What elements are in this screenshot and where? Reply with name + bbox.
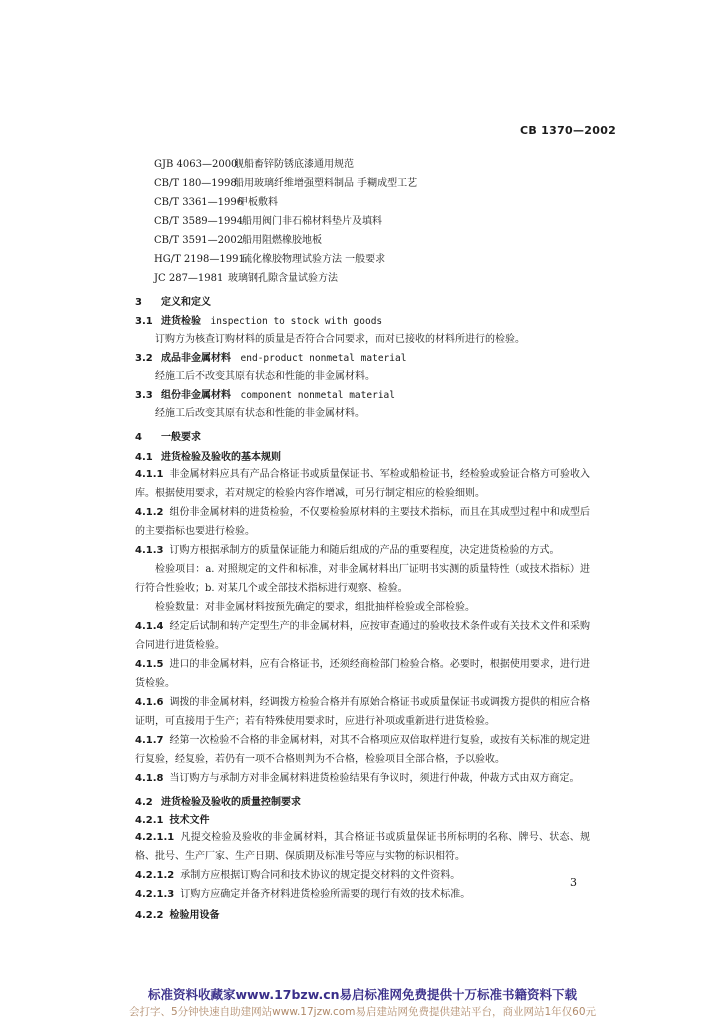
reference-code: CB/T 180—1998 (154, 178, 237, 189)
reference-title: 舰船畜锌防锈底漆通用规范 (234, 159, 354, 170)
definition-3-1-text: 订购方为核查订购材料的质量是否符合合同要求，而对已接收的材料所进行的检验。 (155, 334, 525, 345)
clause-4-1-3-quantity: 检验数量：对非金属材料按预先确定的要求，组批抽样检验或全部检验。 (155, 602, 475, 613)
reference-item (154, 155, 354, 170)
reference-code: HG/T 2198—1991 (154, 254, 245, 265)
definition-3-2: 3.2 成品非金属材料 end-product nonmetal material (135, 353, 407, 364)
page-number: 3 (570, 876, 577, 889)
reference-code: CB/T 3591—2002 (154, 235, 244, 246)
reference-title: 玻璃钢孔隙含量试验方法 (228, 273, 338, 284)
definition-3-2-text: 经施工后不改变其原有状态和性能的非金属材料。 (155, 371, 375, 382)
clause-4-1-6: 4.1.6 调拨的非金属材料，经调拨方检验合格并有原始合格证书或质量保证书或调拨方提供的相应合格证明，可直接用于生产；若有特殊使用要求时，应进行补项或重新进行进货检验。 (135, 697, 590, 727)
clause-4-1-5: 4.1.5 进口的非金属材料，应有合格证书，还须经商检部门检验合格。必要时，根据使用要求，进行进货检验。 (135, 659, 590, 689)
subsection-4-1-heading: 4.1 进货检验及验收的基本规则 (135, 452, 281, 463)
clause-4-1-3-items: 检验项目：a. 对照规定的文件和标准，对非金属材料出厂证明书实测的质量特性（或技术指标）进行符合性验收；b. 对某几个或全部技术指标进行观察、检验。 (135, 564, 590, 594)
clause-4-2-1-3: 4.2.1.3 订购方应确定并备齐材料进货检验所需要的现行有效的技术标准。 (135, 889, 471, 900)
footer-ad-line[interactable]: 会打字、5分钟快速自助建网站www.17jzw.com易启建站网免费提供建站平台，商业网站1年仅60元 (128, 1006, 597, 1018)
clause-4-1-7: 4.1.7 经第一次检验不合格的非金属材料，对其不合格项应双倍取样进行复验，或按有关标准的规定进行复验，经复验，若仍有一项不合格则判为不合格，检验项目全部合格，予以验收。 (135, 735, 590, 765)
subsection-4-2-heading: 4.2 进货检验及验收的质量控制要求 (135, 797, 301, 808)
reference-item (154, 174, 417, 189)
reference-item (154, 212, 382, 227)
reference-item (154, 250, 385, 265)
definition-3-1: 3.1 进货检验 inspection to stock with goods (135, 316, 383, 327)
clause-4-1-3: 4.1.3 订购方根据承制方的质量保证能力和随后组成的产品的重要程度，决定进货检验的方式。 (135, 545, 560, 556)
reference-item (154, 231, 322, 246)
reference-title: 甲板敷料 (238, 197, 278, 208)
clause-4-1-2: 4.1.2 组份非金属材料的进货检验，不仅要检验原材料的主要技术指标，而且在其成型过程中和成型后的主要指标也要进行检验。 (135, 507, 590, 537)
reference-code: GJB 4063—2000 (154, 159, 238, 170)
reference-code: CB/T 3361—1996 (154, 197, 244, 208)
reference-title: 硫化橡胶物理试验方法 一般要求 (242, 254, 386, 265)
definition-3-3-text: 经施工后改变其原有状态和性能的非金属材料。 (155, 408, 365, 419)
subsection-4-2-1-heading: 4.2.1 技术文件 (135, 815, 210, 826)
reference-code: JC 287—1981 (154, 273, 224, 284)
clause-4-1-4: 4.1.4 经定后试制和转产定型生产的非金属材料，应按审查通过的验收技术条件或有关技术文件和采购合同进行进货检验。 (135, 621, 590, 651)
reference-title: 船用阀门非石棉材料垫片及填料 (242, 216, 382, 227)
section-4-heading: 4 一般要求 (135, 432, 201, 443)
reference-item (154, 269, 338, 284)
footer-link-line[interactable]: 标准资料收藏家www.17bzw.cn易启标准网免费提供十万标准书籍资料下载 (147, 987, 578, 1002)
reference-title: 船用玻璃纤维增强塑料制品 手糊成型工艺 (234, 178, 418, 189)
definition-3-3: 3.3 组份非金属材料 component nonmetal material (135, 390, 395, 401)
clause-4-1-8: 4.1.8 当订购方与承制方对非金属材料进货检验结果有争议时，须进行仲裁，仲裁方式由双方商定。 (135, 773, 580, 784)
clause-4-2-1-1: 4.2.1.1 凡提交检验及验收的非金属材料，其合格证书或质量保证书所标明的名称、牌号、状态、规格、批号、生产厂家、生产日期、保质期及标准号等应与实物的标识相符。 (135, 832, 590, 862)
subsection-4-2-2-heading: 4.2.2 检验用设备 (135, 910, 220, 921)
clause-4-2-1-2: 4.2.1.2 承制方应根据订购合同和技术协议的规定提交材料的文件资料。 (135, 870, 461, 881)
clause-4-1-1: 4.1.1 非金属材料应具有产品合格证书或质量保证书、军检或船检证书，经检验或验证合格方可验收入库。根据使用要求，若对规定的检验内容作增减，可另行制定相应的检验细则。 (135, 469, 590, 499)
section-3-heading: 3 定义和定义 (135, 297, 211, 308)
document-id: CB 1370—2002 (520, 124, 617, 137)
reference-title: 船用阻燃橡胶地板 (242, 235, 322, 246)
reference-code: CB/T 3589—1994 (154, 216, 244, 227)
reference-item (154, 193, 278, 208)
